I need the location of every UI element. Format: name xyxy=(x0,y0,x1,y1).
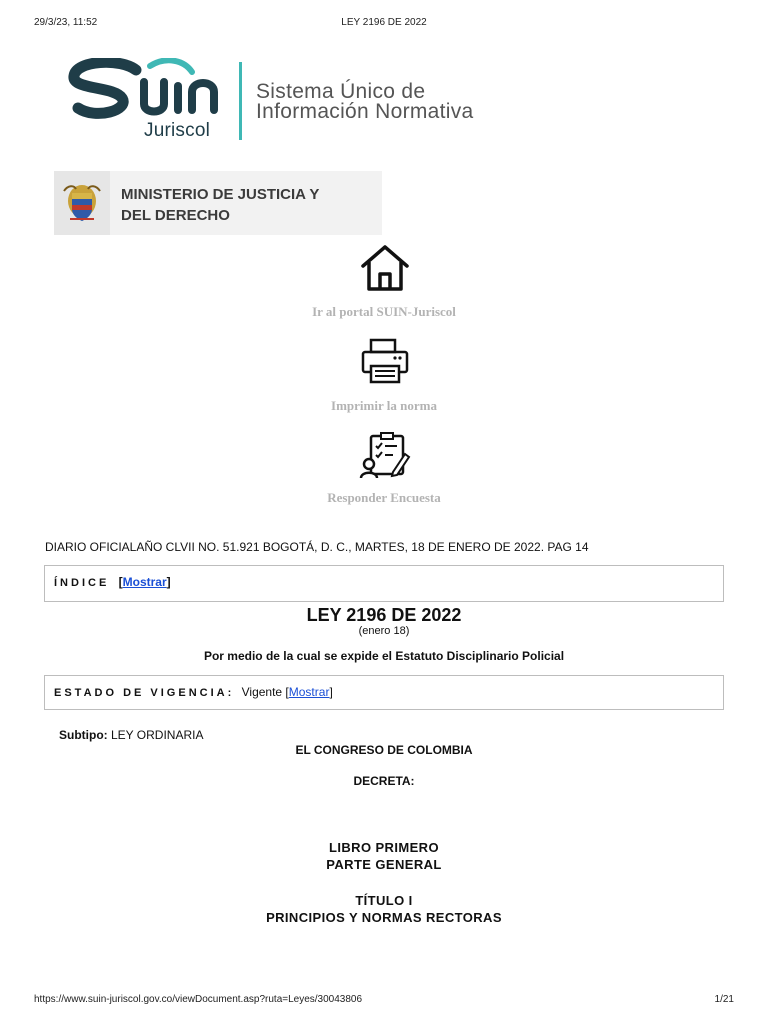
vigencia-bracket-close: ] xyxy=(329,685,333,699)
index-label: ÍNDICE xyxy=(54,577,110,589)
home-icon[interactable] xyxy=(359,242,411,294)
survey-icon[interactable] xyxy=(359,430,411,482)
logo-divider xyxy=(239,62,242,140)
vigencia-box xyxy=(44,675,724,710)
print-url: https://www.suin-juriscol.gov.co/viewDocument.asp?ruta=Leyes/30043806 xyxy=(34,994,363,1005)
index-show-link[interactable]: Mostrar xyxy=(122,575,167,589)
parte-heading: PARTE GENERAL xyxy=(326,857,442,872)
logo-juriscol: Juriscol xyxy=(144,120,211,141)
principios-heading: PRINCIPIOS Y NORMAS RECTORAS xyxy=(266,910,502,925)
decreta-heading: DECRETA: xyxy=(353,774,415,788)
subtipo-value: LEY ORDINARIA xyxy=(111,728,204,742)
index-box xyxy=(44,565,724,602)
ministry-line2: DEL DERECHO xyxy=(121,207,230,224)
congreso-heading: EL CONGRESO DE COLOMBIA xyxy=(295,743,473,757)
subtipo-label: Subtipo: xyxy=(59,728,108,742)
subtipo xyxy=(59,728,203,742)
vigencia-show-link[interactable]: Mostrar xyxy=(288,685,330,699)
index-bracket-close: ] xyxy=(166,575,171,589)
vigencia-row xyxy=(54,685,333,699)
ministry-name xyxy=(121,184,319,226)
suin-logo-icon[interactable] xyxy=(66,58,226,128)
index-row xyxy=(54,575,171,589)
print-datetime: 29/3/23, 11:52 xyxy=(34,17,98,28)
logo-text-line1: Sistema Único de xyxy=(256,80,426,103)
titulo-heading: TÍTULO I xyxy=(355,893,413,908)
printer-icon[interactable] xyxy=(359,336,411,388)
vigencia-value: Vigente [ xyxy=(241,685,289,699)
vigencia-label: ESTADO DE VIGENCIA: xyxy=(54,687,235,699)
print-title: LEY 2196 DE 2022 xyxy=(341,17,427,28)
libro-heading: LIBRO PRIMERO xyxy=(329,840,439,855)
ministry-line1: MINISTERIO DE JUSTICIA Y xyxy=(121,186,320,203)
page-number: 1/21 xyxy=(714,994,734,1005)
portal-link[interactable]: Ir al portal SUIN-Juriscol xyxy=(312,304,456,319)
law-date: (enero 18) xyxy=(358,625,410,637)
logo-text-line2: Información Normativa xyxy=(256,100,474,123)
coat-of-arms-icon xyxy=(54,171,110,235)
survey-link[interactable]: Responder Encuesta xyxy=(327,490,441,505)
index-bracket-open: [ xyxy=(118,575,123,589)
law-description: Por medio de la cual se expide el Estatuto Disciplinario Policial xyxy=(203,649,565,663)
diario-oficial: DIARIO OFICIALAÑO CLVII NO. 51.921 BOGOTÁ, D. C., MARTES, 18 DE ENERO DE 2022. PAG 14 xyxy=(45,540,589,554)
law-title: LEY 2196 DE 2022 xyxy=(306,605,462,625)
print-link[interactable]: Imprimir la norma xyxy=(331,398,437,413)
